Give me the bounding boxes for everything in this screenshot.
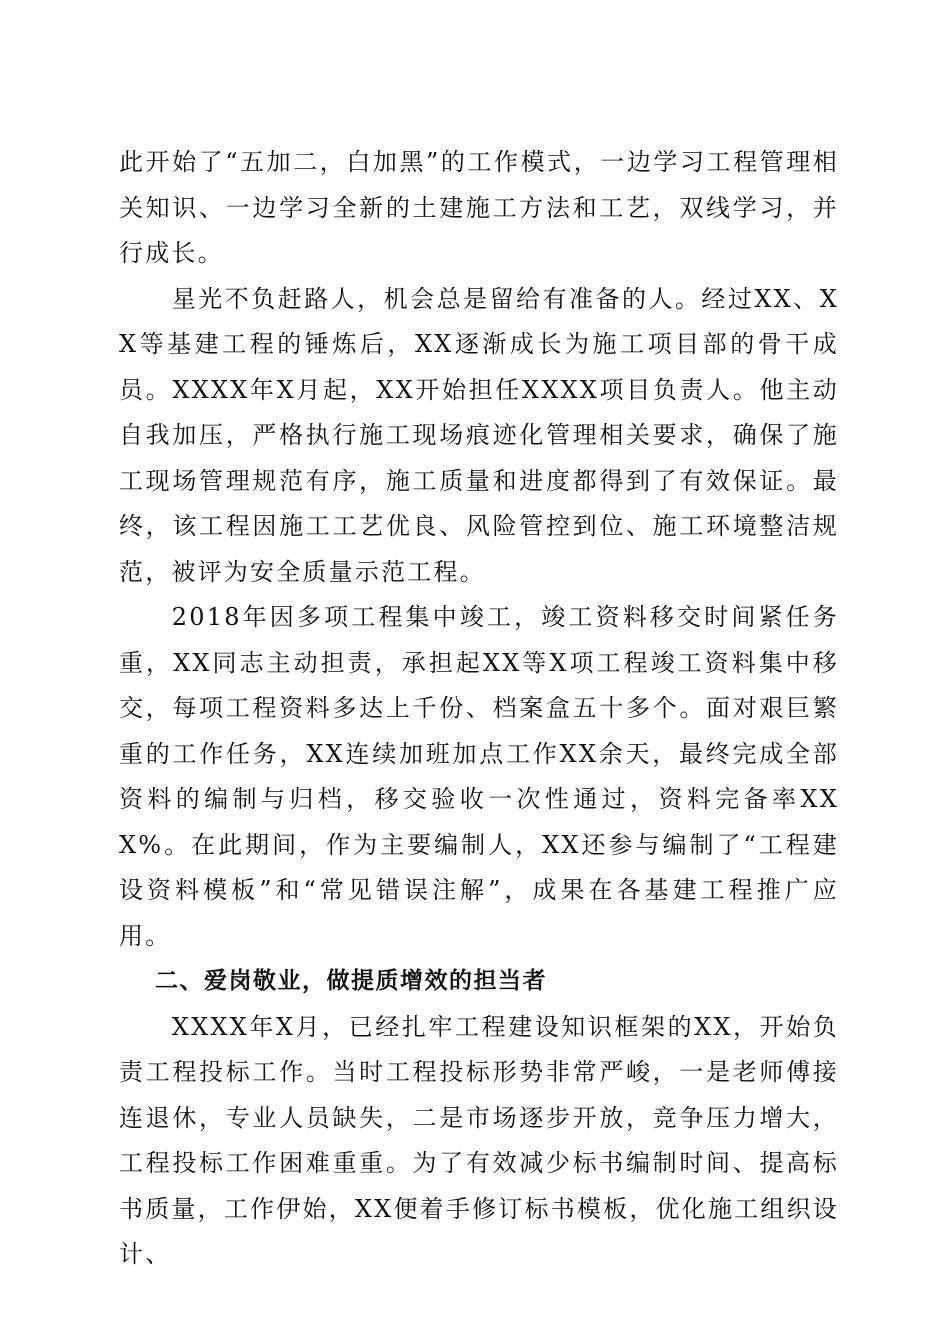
paragraph-continuation: 此开始了“五加二，白加黑”的工作模式，一边学习工程管理相关知识、一边学习全新的土建施工方法和工艺，双线学习，并行成长。 [119,148,839,267]
document-body [119,140,839,1278]
paragraph-opportunity: 星光不负赶路人，机会总是留给有准备的人。经过XX、XX等基建工程的锤炼后，XX逐渐成长为施工项目部的骨干成员。XXXX年X月起，XX开始担任XXXX项目负责人。他主动自我加压，严格执行施工现场痕迹化管理相关要求，确保了施工现场管理规范有序，施工质量和进度都得到了有效保证。最终，该工程因施工工艺优良、风险管控到位、施工环境整洁规范，被评为安全质量示范工程。 [119,284,839,586]
paragraph-bidding-work: XXXX年X月，已经扎牢工程建设知识框架的XX，开始负责工程投标工作。当时工程投标形势非常严峻，一是老师傅接连退休，专业人员缺失，二是市场逐步开放，竞争压力增大，工程投标工作困难重重。为了有效减少标书编制时间、提高标书质量，工作伊始，XX便着手修订标书模板，优化施工组织设计、 [119,1012,839,1268]
section-heading: 二、爱岗敬业，做提质增效的担当者 [155,968,547,994]
paragraph-completion-documents: 2018年因多项工程集中竣工，竣工资料移交时间紧任务重，XX同志主动担责，承担起XX等X项工程竣工资料集中移交，每项工程资料多达上千份、档案盒五十多个。面对艰巨繁重的工作任务，XX连续加班加点工作XX余天，最终完成全部资料的编制与归档，移交验收一次性通过，资料完备率XXX%。在此期间，作为主要编制人，XX还参与编制了“工程建设资料模板”和“常见错误注解”，成果在各基建工程推广应用。 [119,603,839,950]
